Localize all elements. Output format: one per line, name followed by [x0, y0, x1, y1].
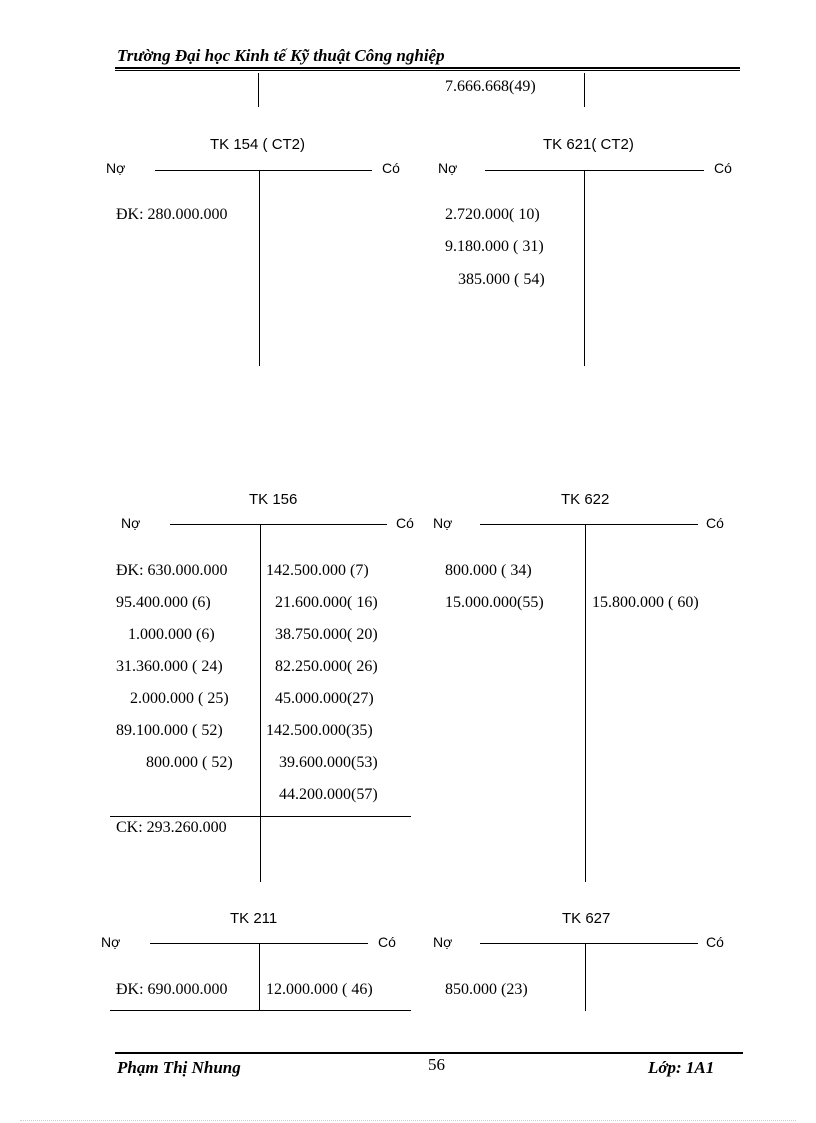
account-top-line — [485, 170, 704, 171]
header-rule — [115, 67, 740, 69]
credit-entry: 142.500.000 (7) — [266, 562, 369, 579]
debit-entry: ĐK: 690.000.000 — [116, 981, 228, 998]
account-divider — [585, 524, 586, 882]
credit-label: Có — [396, 515, 414, 531]
account-title: TK 622 — [561, 491, 610, 508]
account-divider — [584, 170, 585, 366]
page-header-title: Trường Đại học Kinh tế Kỹ thuật Công nghiệp — [117, 46, 445, 65]
account-title: TK 156 — [249, 491, 298, 508]
credit-label: Có — [714, 160, 732, 176]
credit-label: Có — [706, 515, 724, 531]
account-title: TK 621( CT2) — [543, 136, 634, 153]
debit-entry: 800.000 ( 52) — [146, 754, 233, 771]
debit-entry: 850.000 (23) — [445, 981, 528, 998]
top-right-divider — [584, 73, 585, 107]
top-left-divider — [258, 73, 259, 107]
debit-label: Nợ — [433, 515, 453, 531]
debit-entry: 385.000 ( 54) — [458, 271, 545, 288]
account-title: TK 211 — [230, 910, 278, 927]
debit-entry: 89.100.000 ( 52) — [116, 722, 223, 739]
debit-entry: 31.360.000 ( 24) — [116, 658, 223, 675]
footer-class: Lớp: 1A1 — [648, 1058, 715, 1077]
credit-label: Có — [382, 160, 400, 176]
debit-label: Nợ — [121, 515, 141, 531]
footer-rule — [115, 1052, 743, 1054]
page-number: 56 — [428, 1055, 445, 1074]
account-title: TK 627 — [562, 910, 611, 927]
credit-entry: 15.800.000 ( 60) — [592, 594, 699, 611]
credit-label: Có — [706, 934, 724, 950]
debit-entry: ĐK: 280.000.000 — [116, 206, 228, 223]
debit-entry: 95.400.000 (6) — [116, 594, 211, 611]
page-bottom-edge — [20, 1120, 796, 1121]
top-credit-entry: 7.666.668(49) — [445, 78, 536, 95]
credit-entry: 82.250.000( 26) — [275, 658, 378, 675]
account-divider — [585, 943, 586, 1011]
account-closing-line — [110, 816, 411, 817]
account-divider — [260, 524, 261, 882]
credit-label: Có — [378, 934, 396, 950]
debit-label: Nợ — [101, 934, 121, 950]
account-title: TK 154 ( CT2) — [210, 136, 306, 153]
debit-label: Nợ — [106, 160, 126, 176]
credit-entry: 39.600.000(53) — [279, 754, 378, 771]
debit-label: Nợ — [438, 160, 458, 176]
account-top-line — [480, 524, 698, 525]
credit-entry: 12.000.000 ( 46) — [266, 981, 373, 998]
account-top-line — [480, 943, 698, 944]
credit-entry: 21.600.000( 16) — [275, 594, 378, 611]
debit-entry: 1.000.000 (6) — [128, 626, 215, 643]
credit-entry: 45.000.000(27) — [275, 690, 374, 707]
account-top-line — [170, 524, 387, 525]
credit-entry: 44.200.000(57) — [279, 786, 378, 803]
debit-entry: ĐK: 630.000.000 — [116, 562, 228, 579]
credit-entry: 38.750.000( 20) — [275, 626, 378, 643]
debit-entry: 2.000.000 ( 25) — [130, 690, 229, 707]
debit-label: Nợ — [433, 934, 453, 950]
closing-balance: CK: 293.260.000 — [116, 819, 227, 836]
account-divider — [259, 943, 260, 1011]
footer-author: Phạm Thị Nhung — [117, 1058, 241, 1077]
debit-entry: 800.000 ( 34) — [445, 562, 532, 579]
credit-entry: 142.500.000(35) — [266, 722, 373, 739]
debit-entry: 15.000.000(55) — [445, 594, 544, 611]
account-closing-line — [110, 1010, 411, 1011]
debit-entry: 2.720.000( 10) — [445, 206, 540, 223]
debit-entry: 9.180.000 ( 31) — [445, 238, 544, 255]
account-top-line — [155, 170, 372, 171]
account-divider — [259, 170, 260, 366]
header-rule-thin — [115, 70, 740, 71]
